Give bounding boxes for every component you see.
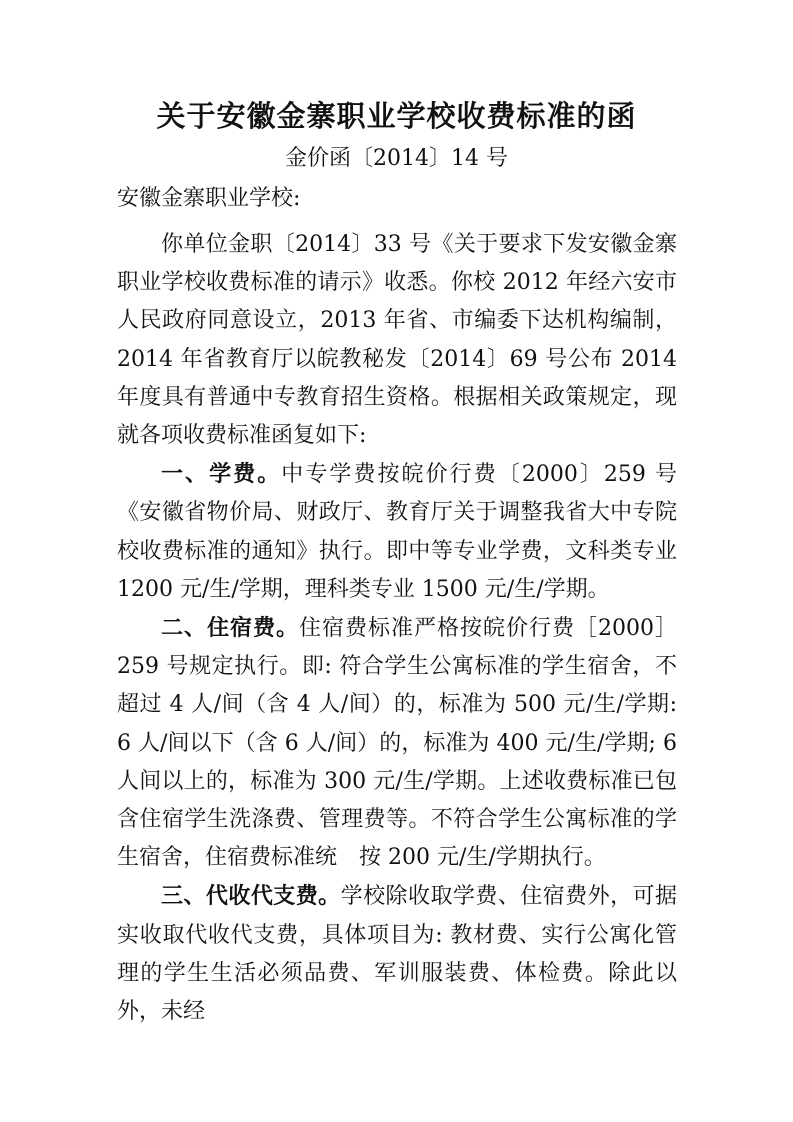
paragraph-intro	[117, 225, 677, 455]
paragraph-accommodation	[117, 609, 677, 877]
document-title: 关于安徽金寨职业学校收费标准的函	[156, 99, 637, 133]
document-body	[117, 225, 677, 1031]
paragraph-tuition	[117, 455, 677, 609]
salutation: 安徽金寨职业学校:	[117, 186, 301, 211]
paragraph-agency-fees	[117, 877, 677, 1031]
paragraph-text: 学校除收取学费、住宿费外，可据实收取代收代支费，具体项目为: 教材费、实行公寓化管理的学生生活必须品费、军训服装费、体检费。除此以外，未经	[117, 884, 677, 1025]
paragraph-lead: 三、代收代支费。	[161, 883, 341, 910]
paragraph-text: 中专学费按皖价行费〔2000〕259 号《安徽省物价局、财政厅、教育厅关于调整我省大中专院校收费标准的通知》执行。即中等专业学费，文科类专业 1200 元/生/学期，理科类专业 1500 元/生/学期。	[117, 462, 677, 602]
paragraph-lead: 二、住宿费。	[161, 615, 299, 642]
paragraph-text: 住宿费标准严格按皖价行费［2000］259 号规定执行。即: 符合学生公寓标准的学生宿舍，不超过 4 人/间（含 4 人/间）的，标准为 500 元/生/学期: 6 人/间以下（含 6 人/间）的，标准为 400 元/生/学期; 6 人间以上的，标准为 300 元/生/学期。上述收费标准已包含住宿学生洗涤费、管理费等。不符合学生公寓标准的学生宿舍，住宿费标准统 按 200 元/生/学期执行。	[117, 616, 677, 871]
paragraph-lead: 一、学费。	[161, 461, 282, 488]
document-number: 金价函〔2014〕14 号	[285, 146, 508, 171]
paragraph-text: 你单位金职〔2014〕33 号《关于要求下发安徽金寨职业学校收费标准的请示》收悉。你校 2012 年经六安市人民政府同意设立，2013 年省、市编委下达机构编制，2014 年省教育厅以皖教秘发〔2014〕69 号公布 2014 年度具有普通中专教育招生资格。根据相关政策规定，现就各项收费标准函复如下:	[117, 232, 677, 449]
